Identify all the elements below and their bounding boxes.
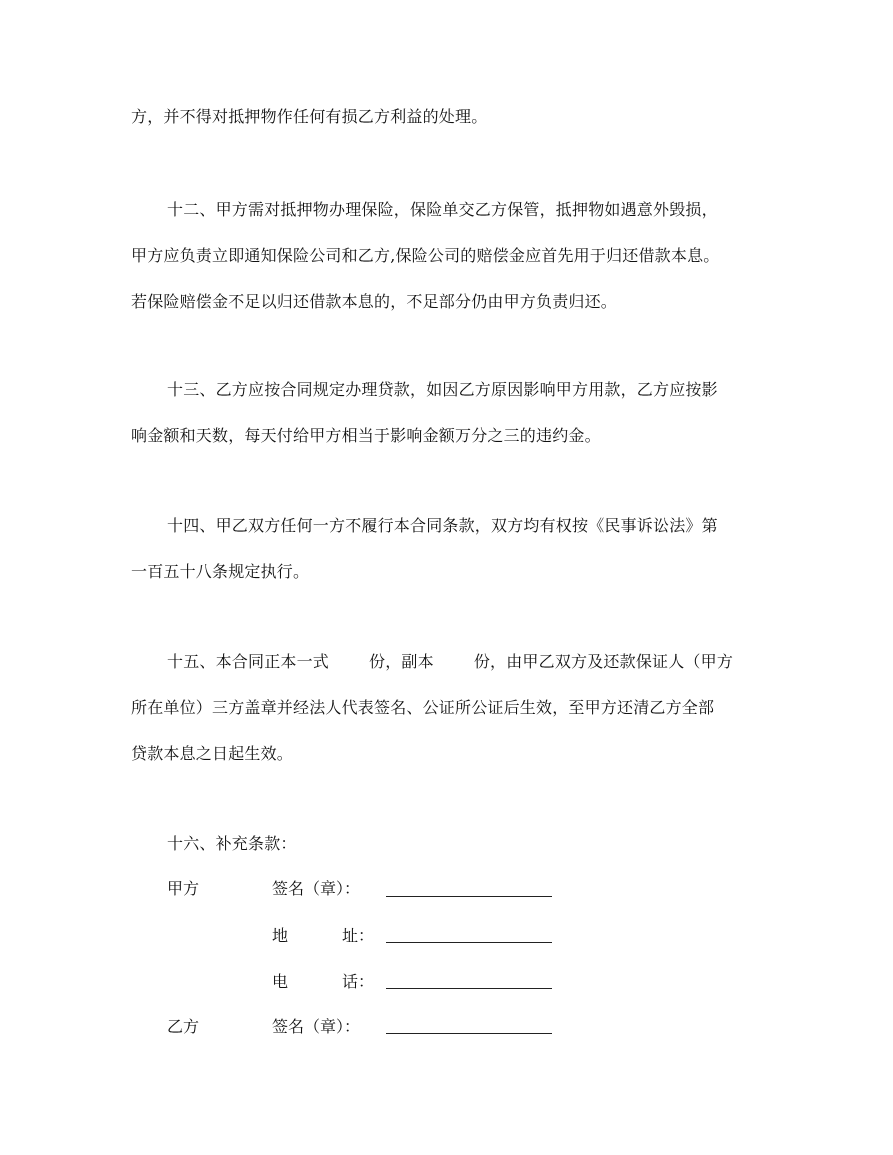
text-line: 方，并不得对抵押物作任何有损乙方利益的处理。 (131, 107, 488, 126)
clause-11-tail (131, 94, 771, 140)
clause-15-part-c: 份，由甲乙双方及还款保证人（甲方 (473, 652, 734, 671)
party-a-label: 甲方 (167, 879, 200, 898)
party-a-sign-line (386, 896, 552, 897)
text-line: 一百五十八条规定执行。 (131, 562, 310, 581)
text-line: 十四、甲乙双方任何一方不履行本合同条款，双方均有权按《民事诉讼法》第 (167, 516, 718, 535)
party-b-sign-line (386, 1033, 552, 1034)
text-line: 所在单位）三方盖章并经法人代表签名、公证所公证后生效，至甲方还清乙方全部 (131, 698, 715, 717)
party-a-sign-label: 签名（章）： (272, 879, 361, 898)
clause-15-part-b: 份，副本 (369, 652, 434, 671)
party-a-address-label-1: 地 (272, 926, 289, 945)
clause-13 (131, 367, 771, 459)
text-line: 甲方应负责立即通知保险公司和乙方,保险公司的赔偿金应首先用于归还借款本息。 (131, 246, 720, 265)
party-a-address-line (386, 942, 552, 943)
clause-16 (131, 821, 771, 867)
party-b-sign-label: 签名（章）： (272, 1017, 361, 1036)
party-b-label: 乙方 (167, 1017, 200, 1036)
party-a-address-label-2: 址： (342, 926, 375, 945)
clause-14 (131, 503, 771, 595)
clause-15 (131, 639, 771, 777)
party-a-phone-label-1: 电 (272, 972, 289, 991)
text-line: 十六、补充条款： (167, 834, 297, 853)
text-line: 响金额和天数，每天付给甲方相当于影响金额万分之三的违约金。 (131, 426, 601, 445)
text-line: 贷款本息之日起生效。 (131, 744, 294, 763)
text-line: 若保险赔偿金不足以归还借款本息的，不足部分仍由甲方负责归还。 (131, 292, 618, 311)
clause-15-part-a: 十五、本合同正本一式 (167, 652, 330, 671)
text-line: 十三、乙方应按合同规定办理贷款，如因乙方原因影响甲方用款，乙方应按影 (167, 380, 718, 399)
text-line: 十二、甲方需对抵押物办理保险，保险单交乙方保管，抵押物如遇意外毁损， (167, 200, 718, 219)
text-line (131, 639, 771, 685)
party-a-phone-label-2: 话： (342, 972, 375, 991)
party-a-phone-line (386, 988, 552, 989)
clause-12 (131, 187, 771, 325)
